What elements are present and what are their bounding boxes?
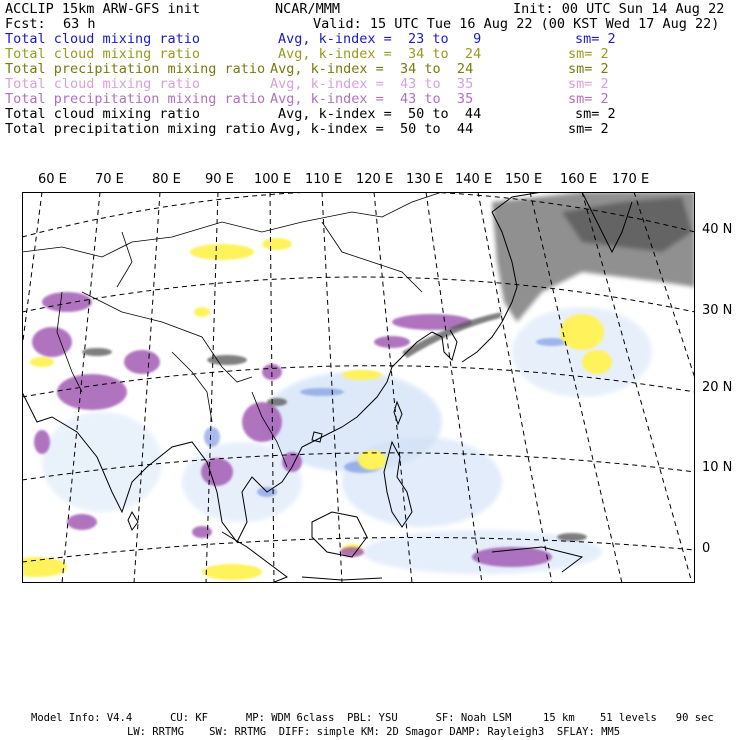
- field-name: Total precipitation mixing ratio: [5, 121, 266, 137]
- longitude-label: 100 E: [254, 172, 292, 187]
- longitude-label: 70 E: [95, 172, 124, 187]
- latitude-label: 10 N: [702, 460, 733, 475]
- longitude-label: 80 E: [152, 172, 181, 187]
- longitude-label: 110 E: [305, 172, 343, 187]
- latitude-label: 40 N: [702, 222, 733, 237]
- init-time: Init: 00 UTC Sun 14 Aug 22: [513, 1, 725, 17]
- field-k-range: Avg, k-index = 34 to 24: [278, 46, 482, 62]
- field-name: Total cloud mixing ratio: [5, 106, 201, 122]
- org-label: NCAR/MMM: [275, 1, 341, 17]
- field-name: Total cloud mixing ratio: [5, 76, 201, 92]
- valid-time: Valid: 15 UTC Tue 16 Aug 22 (00 KST Wed 17 Aug 22): [313, 16, 720, 32]
- longitude-label: 120 E: [356, 172, 394, 187]
- longitude-label: 60 E: [38, 172, 67, 187]
- longitude-label: 160 E: [560, 172, 598, 187]
- latitude-label: 20 N: [702, 380, 733, 395]
- forecast-hour: 63 h: [63, 16, 96, 32]
- field-k-range: Avg, k-index = 50 to 44: [270, 121, 474, 137]
- field-smoothing: sm= 2: [568, 91, 609, 107]
- field-smoothing: sm= 2: [568, 76, 609, 92]
- field-k-range: Avg, k-index = 50 to 44: [278, 106, 482, 122]
- field-smoothing: sm= 2: [568, 121, 609, 137]
- latitude-label: 0: [702, 541, 711, 556]
- longitude-label: 130 E: [406, 172, 444, 187]
- longitude-label: 140 E: [455, 172, 493, 187]
- longitude-label: 90 E: [205, 172, 234, 187]
- field-smoothing: sm= 2: [575, 31, 616, 47]
- field-k-range: Avg, k-index = 34 to 24: [270, 61, 474, 77]
- longitude-label: 150 E: [505, 172, 543, 187]
- forecast-map: [22, 192, 695, 583]
- field-smoothing: sm= 2: [568, 46, 609, 62]
- field-name: Total precipitation mixing ratio: [5, 61, 266, 77]
- latitude-label: 30 N: [702, 303, 733, 318]
- longitude-label: 170 E: [612, 172, 650, 187]
- field-smoothing: sm= 2: [568, 61, 609, 77]
- forecast-label: Fcst:: [5, 16, 46, 32]
- field-k-range: Avg, k-index = 23 to 9: [278, 31, 482, 47]
- field-name: Total cloud mixing ratio: [5, 31, 201, 47]
- field-k-range: Avg, k-index = 43 to 35: [270, 76, 474, 92]
- field-name: Total precipitation mixing ratio: [5, 91, 266, 107]
- model-title: ACCLIP 15km ARW-GFS init: [5, 1, 201, 17]
- footer-physics-info: LW: RRTMG SW: RRTMG DIFF: simple KM: 2D Smagor DAMP: Rayleigh3 SFLAY: MM5: [127, 726, 621, 738]
- field-smoothing: sm= 2: [575, 106, 616, 122]
- field-k-range: Avg, k-index = 43 to 35: [270, 91, 474, 107]
- footer-model-info: Model Info: V4.4 CU: KF MP: WDM 6class PBL: YSU SF: Noah LSM 15 km 51 levels 90 sec: [31, 712, 714, 724]
- field-name: Total cloud mixing ratio: [5, 46, 201, 62]
